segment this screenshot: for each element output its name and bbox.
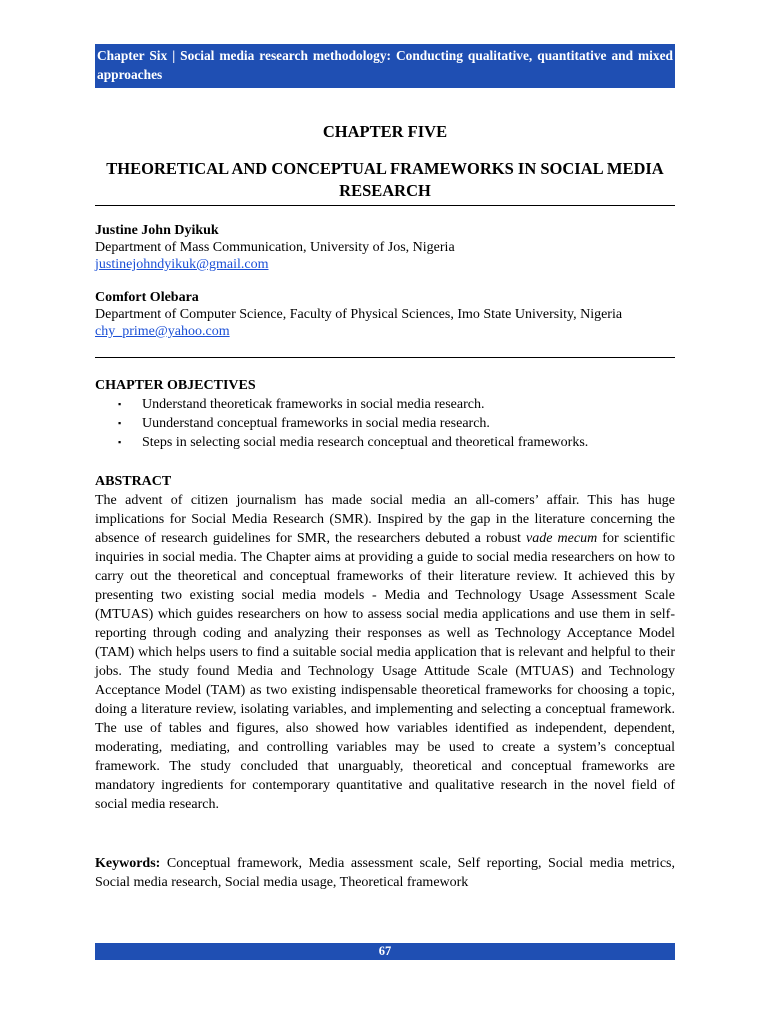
chapter-number-title: CHAPTER FIVE [322, 122, 448, 141]
square-bullet-icon: ▪ [118, 418, 122, 428]
square-bullet-icon: ▪ [118, 437, 122, 447]
abstract-heading: ABSTRACT [95, 474, 172, 489]
keywords-section [95, 854, 675, 892]
objectives-heading: CHAPTER OBJECTIVES [95, 378, 256, 393]
list-item: ▪ Steps in selecting social media research conceptual and theoretical frameworks. [118, 435, 589, 450]
list-item: ▪ Uunderstand conceptual frameworks in social media research. [118, 416, 490, 431]
page-number: 67 [378, 944, 392, 958]
author-email-link[interactable]: chy_prime@yahoo.com [95, 324, 230, 339]
chapter-subtitle: THEORETICAL AND CONCEPTUAL FRAMEWORKS IN SOCIAL MEDIA RESEARCH [106, 159, 664, 200]
keywords-text: Keywords: Conceptual framework, Media assessment scale, Self reporting, Social media metrics, Social media research, Social media usage, Theoretical framework [95, 856, 675, 890]
square-bullet-icon: ▪ [118, 399, 122, 409]
chapter-objectives [95, 376, 675, 452]
abstract-section [95, 472, 675, 814]
page-footer [95, 943, 675, 960]
objectives-list [95, 395, 675, 452]
author-name: Justine John Dyikuk [95, 223, 219, 238]
list-item: ▪ Understand theoreticak frameworks in social media research. [118, 397, 485, 412]
running-head-text: Chapter Six | Social media research methodology: Conducting qualitative, quantitative and mixed approaches [97, 48, 673, 82]
running-header [95, 44, 675, 88]
author-email-link[interactable]: justinejohndyikuk@gmail.com [95, 257, 269, 272]
keywords-label: Keywords: [95, 856, 161, 871]
abstract-text: The advent of citizen journalism has made social media an all-comers’ affair. This has huge implications for Social Media Research (SMR). Inspired by the gap in the literature concerning the absence of research guidelines for SMR, the researchers debuted a robust vade mecum for scientific inquiries in social media. The Chapter aims at providing a guide to social media researchers on how to carry out the theoretical and conceptual frameworks of their literature review. It achieved this by presenting two existing social media models - Media and Technology Usage Assessment Scale (MTUAS) which guides researchers on how to assess social media applications and use them in self-reporting through coding and analyzing their responses as well as Technology Acceptance Model (TAM) which helps users to find a suitable social media application that is relevant and helpful to their jobs. The study found Media and Technology Usage Attitude Scale (MTUAS) and Technology Acceptance Model (TAM) as two existing indispensable theoretical frameworks for choosing a topic, doing a literature review, isolating variables, and implementing and selecting a conceptual framework. The use of tables and figures, also showed how variables identified as independent, dependent, moderating, mediating, and controlling variables may be used to create a system’s conceptual framework. The study concluded that unarguably, theoretical and conceptual frameworks are mandatory ingredients for contemporary quantitative and qualitative research in the novel field of social media research. [95, 493, 676, 812]
authors-divider [95, 357, 675, 358]
author-name: Comfort Olebara [95, 290, 199, 305]
author-affiliation: Department of Mass Communication, University of Jos, Nigeria [95, 240, 455, 255]
title-divider [95, 205, 675, 206]
author-affiliation: Department of Computer Science, Faculty of Physical Sciences, Imo State University, Nigeria [95, 307, 623, 322]
author-block-2 [95, 289, 675, 340]
author-block-1 [95, 222, 675, 273]
